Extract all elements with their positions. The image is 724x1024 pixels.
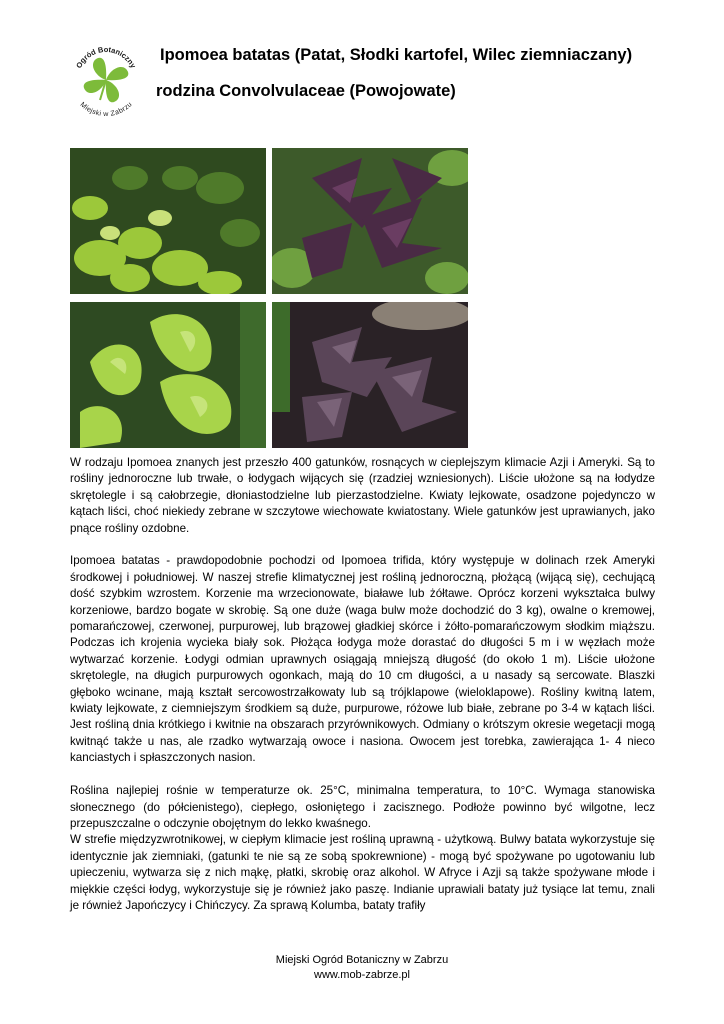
clover-icon xyxy=(66,40,146,120)
photo-grid xyxy=(70,148,468,448)
purple-foliage-photo xyxy=(272,148,468,294)
dark-purple-leaves-photo xyxy=(272,302,468,448)
paragraph-cultivation: Roślina najlepiej rośnie w temperaturze ok. 25°C, minimalna temperatura, to 10°C. Wymaga stanowiska słonecznego (do półcienistego), ciepłego, osłoniętego i zacisznego. Podłoże powinno być wilgotne, lecz przepuszczalne o odczynie obojętnym do lekko kwaśnego. xyxy=(70,784,655,830)
page-title: Ipomoea batatas (Patat, Słodki kartofel, Wilec ziemniaczany) xyxy=(160,46,633,64)
footer-institution: Miejski Ogród Botaniczny w Zabrzu xyxy=(275,954,449,966)
lime-leaves-photo xyxy=(70,302,266,448)
article-body xyxy=(70,455,655,914)
green-foliage-photo xyxy=(70,148,266,294)
garden-logo xyxy=(66,40,146,120)
paragraph-uses: W strefie międzyzwrotnikowej, w ciepłym klimacie jest rośliną uprawną - użytkową. Bulwy batata wykorzystuje się identycznie jak ziemniaki, (gatunki te nie są ze sobą spokrewnione) - mogą być spożywane po ugotowaniu lub upieczeniu, wytwarza się z nich mąkę, płatki, skrobię oraz alkohol. W Afryce i Azji są także spożywane młode i miękkie części łodyg, wykorzystuje się je również jako paszę. Indianie uprawiali bataty już tysiące lat temu, znali je również Japończycy i Chińczycy. Za sprawą Kolumba, bataty trafiły xyxy=(70,833,655,912)
footer-website-link[interactable]: www.mob-zabrze.pl xyxy=(314,969,410,981)
page-footer xyxy=(0,953,724,983)
paragraph-description: Ipomoea batatas - prawdopodobnie pochodzi od Ipomoea trifida, który występuje w dolinach rzek Ameryki środkowej i południowej. W naszej strefie klimatycznej jest rośliną jednoroczną, płożącą (wijącą się), cechującą dość szybkim wzrostem. Korzenie ma wrzecionowate, białawe lub żółtawe. Oprócz korzeni wykształca bulwy korzeniowe, bardzo bogate w skrobię. Są one duże (waga bulw może dochodzić do 3 kg), owalne o kremowej, pomarańczowej, czerwonej, purpurowej, lub brązowej gładkiej skórce i żółto-pomarańczowym słodkim miąższu. Podczas ich krojenia wycieka biały sok. Płożąca łodyga może dorastać do długości 5 m i w węzłach może wytwarzać korzenie. Łodygi odmian uprawnych osiągają mniejszą długość (do około 1 m). Liście ułożone skrętolegle, na długich purpurowych ogonkach, mają do 10 cm długości, a u nasady są sercowate. Blaszki głęboko wcinane, mają kształt sercowostrzałkowaty lub są trójklapowe (wieloklapowe). Rośliny kwitną latem, kwiaty lejkowate, z ciemniejszym środkiem są duże, purpurowe, różowe lub białe, zebrane po 3-4 w kątach liści. Jest rośliną dnia krótkiego i kwitnie na obszarach przyrównikowych. Odmiany o krótszym okresie wegetacji mogą kwitnąć także u nas, ale rzadko wytwarzają owoce i nasiona. Owocem jest torebka, zawierająca 1- 4 nieco kanciastych i spłaszczonych nasion. xyxy=(70,554,655,765)
paragraph-genus: W rodzaju Ipomoea znanych jest przeszło 400 gatunków, rosnących w cieplejszym klimacie Azji i Ameryki. Są to rośliny jednoroczne lub trwałe, o łodygach wijących się (rzadziej wzniesionych). Liście ułożone są na łodydze skrętolegle i są całobrzegie, dłoniastodzielne lub pierzastodzielne. Kwiaty lejkowate, osadzone pojedynczo w kątach liści, choć niekiedy zebrane w szczytowe wiechowate kwiatostany. Wiele gatunków jest uprawianych, jako pnące rośliny ozdobne. xyxy=(70,456,655,535)
logo-text-top: Ogród Botaniczny xyxy=(74,44,138,70)
logo-text-bottom: Miejski w Zabrzu xyxy=(78,101,134,119)
page-subtitle: rodzina Convolvulaceae (Powojowate) xyxy=(156,82,456,100)
